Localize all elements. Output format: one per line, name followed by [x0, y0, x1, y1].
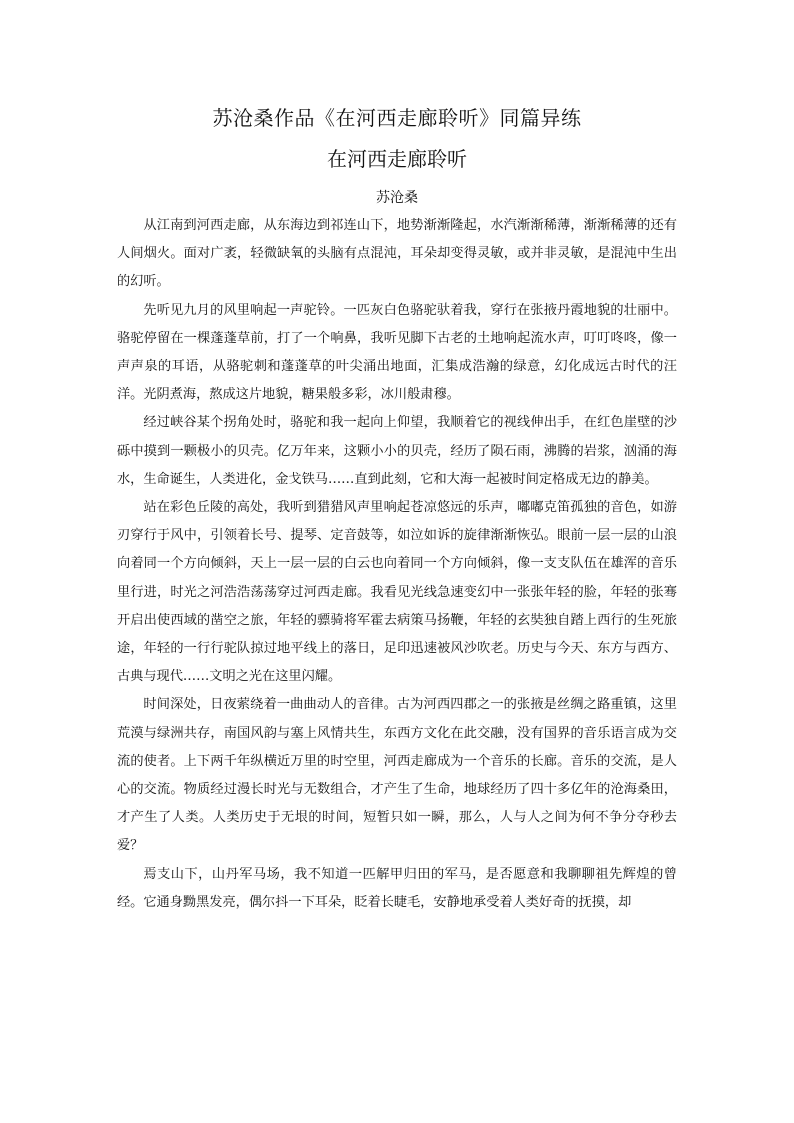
- paragraph: 从江南到河西走廊，从东海边到祁连山下，地势渐渐隆起，水汽渐渐稀薄，渐渐稀薄的还有人间烟火。面对广袤，轻微缺氧的头脑有点混沌，耳朵却变得灵敏，或并非灵敏，是混沌中生出的幻听。: [117, 218, 677, 290]
- paragraph: 经过峡谷某个拐角处时，骆驼和我一起向上仰望，我顺着它的视线伸出手，在红色崖壁的沙砾中摸到一颗极小的贝壳。亿万年来，这颗小小的贝壳，经历了陨石雨，沸腾的岩浆，汹涌的海水，生命诞生，人类进化，金戈铁马……直到此刻，它和大海一起被时间定格成无边的静美。: [117, 415, 677, 487]
- document-title: 苏沧桑作品《在河西走廊聆听》同篇异练: [212, 106, 582, 130]
- essay-title: 在河西走廊聆听: [327, 147, 467, 171]
- essay-body: [117, 212, 677, 917]
- paragraph: 时间深处，日夜萦绕着一曲曲动人的音律。古为河西四郡之一的张掖是丝绸之路重镇，这里荒漠与绿洲共存，南国风韵与塞上风情共生，东西方文化在此交融，没有国界的音乐语言成为交流的使者。上下两千年纵横近万里的时空里，河西走廊成为一个音乐的长廊。音乐的交流，是人心的交流。物质经过漫长时光与无数组合，才产生了生命，地球经历了四十多亿年的沧海桑田，才产生了人类。人类历史于无垠的时间，短暂只如一瞬，那么，人与人之间为何不争分夺秒去爱？: [117, 697, 677, 854]
- paragraph: 焉支山下，山丹军马场，我不知道一匹解甲归田的军马，是否愿意和我聊聊祖先辉煌的曾经。它通身黝黑发亮，偶尔抖一下耳朵，眨着长睫毛，安静地承受着人类好奇的抚摸，却: [117, 866, 677, 910]
- author-name: 苏沧桑: [376, 190, 418, 206]
- paragraph: 站在彩色丘陵的高处，我听到猎猎风声里响起苍凉悠远的乐声，嘟嘟克笛孤独的音色，如游刃穿行于风中，引领着长号、提琴、定音鼓等，如泣如诉的旋律渐渐恢弘。眼前一层一层的山浪向着同一个方向倾斜，天上一层一层的白云也向着同一个方向倾斜，像一支支队伍在雄浑的音乐里行进，时光之河浩浩荡荡穿过河西走廊。我看见光线急速变幻中一张张年轻的脸，年轻的张骞开启出使西域的凿空之旅，年轻的骠骑将军霍去病策马扬鞭，年轻的玄奘独自踏上西行的生死旅途，年轻的一行行驼队掠过地平线上的落日，足印迅速被风沙吹老。历史与今天、东方与西方、古典与现代……文明之光在这里闪耀。: [117, 500, 677, 685]
- paragraph: 先听见九月的风里响起一声驼铃。一匹灰白色骆驼驮着我，穿行在张掖丹霞地貌的壮丽中。骆驼停留在一棵蓬蓬草前，打了一个响鼻，我听见脚下古老的土地响起流水声，叮叮咚咚，像一声声泉的耳语，从骆驼刺和蓬蓬草的叶尖涌出地面，汇集成浩瀚的绿意，幻化成远古时代的汪洋。光阴煮海，熬成这片地貌，糖果般多彩，冰川般肃穆。: [117, 302, 677, 403]
